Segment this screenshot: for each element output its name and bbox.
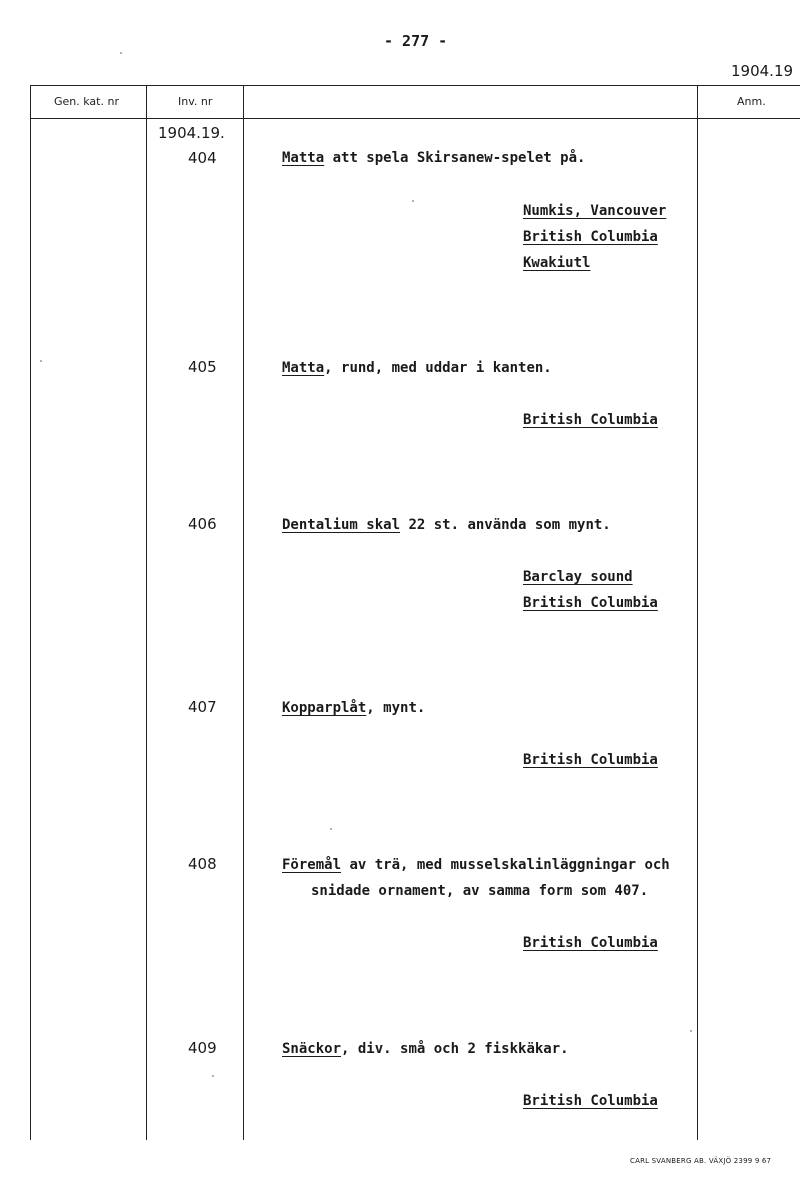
entry-place: British Columbia bbox=[523, 752, 658, 768]
entry-title: Matta bbox=[282, 360, 325, 376]
entry-description bbox=[282, 1041, 569, 1057]
scan-speck bbox=[120, 52, 122, 54]
entry-text: att spela Skirsanew-spelet på. bbox=[324, 150, 586, 166]
entry-description bbox=[282, 517, 611, 533]
anm-divider bbox=[697, 85, 698, 1140]
inv-number: 404 bbox=[188, 149, 217, 167]
entry-place: Kwakiutl bbox=[523, 255, 591, 271]
entry-place: British Columbia bbox=[523, 229, 658, 245]
inv-number: 408 bbox=[188, 855, 217, 873]
page-number: - 277 - bbox=[384, 32, 448, 50]
entry-place: British Columbia bbox=[523, 412, 658, 428]
entry-title: Snäckor bbox=[282, 1041, 342, 1057]
entry-description-continued: snidade ornament, av samma form som 407. bbox=[311, 883, 649, 899]
entry-title: Matta bbox=[282, 150, 325, 166]
entry-title: Föremål bbox=[282, 857, 342, 873]
entry-text: av trä, med musselskalinläggningar och bbox=[341, 857, 670, 873]
scan-speck bbox=[40, 360, 42, 362]
entry-title: Dentalium skal bbox=[282, 517, 401, 533]
entry-text: , mynt. bbox=[366, 700, 426, 716]
column-header-inv-nr: Inv. nr bbox=[178, 95, 213, 108]
printer-footer: CARL SVANBERG AB. VÄXJÖ 2399 9 67 bbox=[630, 1157, 772, 1165]
entry-place: British Columbia bbox=[523, 1093, 658, 1109]
entry-text: , div. små och 2 fiskkäkar. bbox=[341, 1041, 569, 1057]
scan-speck bbox=[330, 828, 332, 830]
scan-speck bbox=[412, 200, 414, 202]
year-entry: 1904.19. bbox=[158, 124, 225, 142]
entry-description bbox=[282, 700, 425, 716]
column-header-gen-kat-nr: Gen. kat. nr bbox=[54, 95, 119, 108]
entry-text: , rund, med uddar i kanten. bbox=[324, 360, 552, 376]
entry-description bbox=[282, 150, 585, 166]
entry-place: British Columbia bbox=[523, 595, 658, 611]
inv-number: 405 bbox=[188, 358, 217, 376]
entry-description bbox=[282, 857, 670, 873]
entry-description bbox=[282, 360, 552, 376]
column-header-anm: Anm. bbox=[737, 95, 766, 108]
entry-place: British Columbia bbox=[523, 935, 658, 951]
scan-speck bbox=[212, 1075, 214, 1077]
left-border bbox=[30, 85, 31, 1140]
entry-place: Numkis, Vancouver bbox=[523, 203, 667, 219]
inv-number: 409 bbox=[188, 1039, 217, 1057]
scan-speck bbox=[690, 1030, 692, 1032]
entry-title: Kopparplåt bbox=[282, 700, 367, 716]
inv-number: 406 bbox=[188, 515, 217, 533]
year-header: 1904.19 bbox=[731, 62, 794, 80]
gen-kat-divider bbox=[146, 85, 147, 1140]
entry-place: Barclay sound bbox=[523, 569, 633, 585]
inv-nr-divider bbox=[243, 85, 244, 1140]
inv-number: 407 bbox=[188, 698, 217, 716]
entry-text: 22 st. använda som mynt. bbox=[400, 517, 611, 533]
